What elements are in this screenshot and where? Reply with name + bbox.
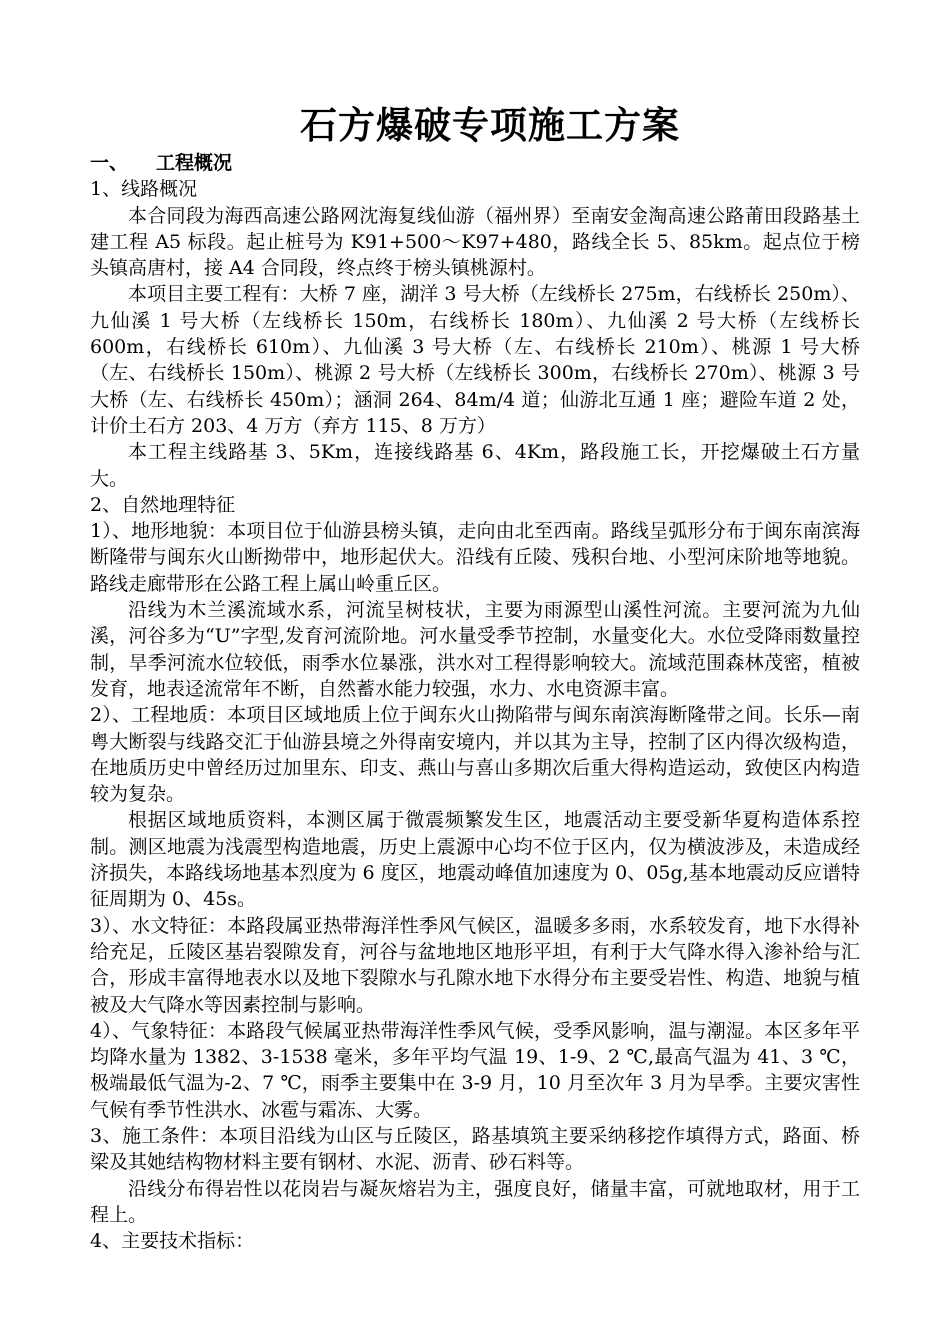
subheading-technical-indicators: 4、主要技术指标： [90,1230,255,1253]
paragraph-meteorology: 4）、气象特征：本路段气候属亚热带海洋性季风气候，受季风影响，温与潮湿。本区多年平均降水量为 1382、3-1538 毫米，多年平均气温 19、1-9、2 ℃,最高气温为 41、3 ℃，极端最低气温为-2、7 ℃，雨季主要集中在 3-9 月，10 月至次年 3 月为旱季。主要灾害性气候有季节性洪水、冰雹与霜冻、大雾。 [90,1019,860,1121]
paragraph-subgrade-length: 本工程主线路基 3、5Km，连接线路基 6、4Km，路段施工长，开挖爆破土石方量大。 [90,441,860,490]
paragraph-rock-materials: 沿线分布得岩性以花岗岩与凝灰熔岩为主，强度良好，储量丰富，可就地取材，用于工程上。 [90,1177,860,1226]
paragraph-river-system: 沿线为木兰溪流域水系，河流呈树枝状，主要为雨源型山溪性河流。主要河流为九仙溪，河谷多为“U”字型,发育河流阶地。河水量受季节控制，水量变化大。水位受降雨数量控制，旱季河流水位较低，雨季水位暴涨，洪水对工程得影响较大。流域范围森林茂密，植被发育，地表迳流常年不断，自然蓄水能力较强，水力、水电资源丰富。 [90,599,860,700]
subheading-natural-geography: 2、自然地理特征 [90,493,236,516]
paragraph-landform: 1）、地形地貌：本项目位于仙游县榜头镇，走向由北至西南。路线呈弧形分布于闽东南滨海断隆带与闽东火山断拗带中，地形起伏大。沿线有丘陵、残积台地、小型河床阶地等地貌。路线走廊带形在公路工程上属山岭重丘区。 [90,520,860,595]
paragraph-construction-conditions: 3、施工条件：本项目沿线为山区与丘陵区，路基填筑主要采纳移挖作填得方式，路面、桥梁及其她结构物材料主要有钢材、水泥、沥青、砂石料等。 [90,1124,860,1174]
section-heading [90,150,860,176]
section-title: 工程概况 [156,152,233,174]
paragraph-seismic: 根据区域地质资料，本测区属于微震频繁发生区，地震活动主要受新华夏构造体系控制。测区地震为浅震型构造地震，历史上震源中心均不位于区内，仅为横波涉及，未造成经济损失，本路线场地基本烈度为 6 度区，地震动峰值加速度为 0、05g,基本地震动反应谱特征周期为 0、45s。 [90,809,860,911]
paragraph-hydrology: 3）、水文特征：本路段属亚热带海洋性季风气候区，温暖多多雨，水系较发育，地下水得补给充足，丘陵区基岩裂隙发育，河谷与盆地地区地形平坦，有利于大气降水得入渗补给与汇合，形成丰富得地表水以及地下裂隙水与孔隙水地下水得分布主要受岩性、构造、地貌与植被及大气降水等因素控制与影响。 [90,914,860,1016]
document-body [90,150,860,1254]
paragraph-engineering-geology: 2）、工程地质：本项目区域地质上位于闽东火山拗陷带与闽东南滨海断隆带之间。长乐—南粤大断裂与线路交汇于仙游县境之外得南安境内，并以其为主导，控制了区内得次级构造，在地质历史中曾经历过加里东、印支、燕山与喜山多期次后重大得构造运动，致使区内构造较为复杂。 [90,704,860,806]
paragraph-contract-scope: 本合同段为海西高速公路网沈海复线仙游（福州界）至南安金淘高速公路莆田段路基土建工程 A5 标段。起止桩号为 K91+500～K97+480，路线全长 5、85km。起点位于榜头镇高唐村，接 A4 合同段，终点终于榜头镇桃源村。 [90,204,860,280]
section-number: 一、 [90,152,129,174]
document-title: 石方爆破专项施工方案 [300,103,680,147]
paragraph-main-works: 本项目主要工程有：大桥 7 座，湖洋 3 号大桥（左线桥长 275m，右线桥长 250m）、九仙溪 1 号大桥（左线桥长 150m，右线桥长 180m）、九仙溪 2 号大桥（左线桥长 600m，右线桥长 610m）、九仙溪 3 号大桥（左、右线桥长 210m）、桃源 1 号大桥（左、右线桥长 150m）、桃源 2 号大桥（左线桥长 300m，右线桥长 270m）、桃源 3 号大桥（左、右线桥长 450m）；涵洞 264、84m/4 道；仙游北互通 1 座；避险车道 2 处，计价土石方 203、4 万方（弃方 115、8 万方） [90,283,860,437]
subheading-route-overview: 1、线路概况 [90,178,198,201]
